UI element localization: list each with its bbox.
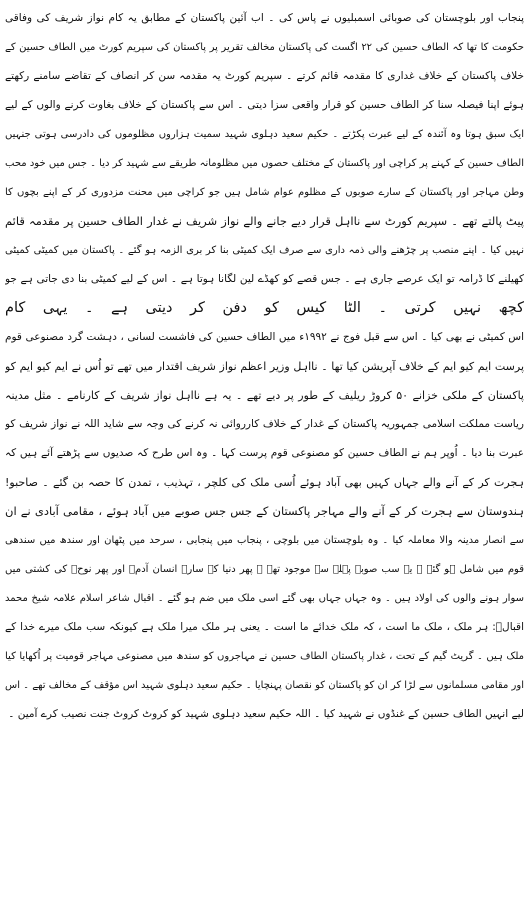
article-line: اس کمیٹی نے بھی کیا ۔ اس سے قبل فوج نے ۱۹۹۲ء میں الطاف حسین کی فاشست لسانی ، دہشت گرد مصنوعی قوم xyxy=(5,331,524,343)
article-line: ریاست مملکت اسلامی جمہوریہ پاکستان کے غدار کے خلاف کارروائی نہ کرنے کی وجہ سے شاید اللہ نے نواز شریف کو xyxy=(5,418,524,430)
article-line: سے انصار مدینہ والا معاملہ کیا ۔ وہ بلوچستان میں بلوچی ، پنجاب میں پنجابی ، سرحد میں پٹھان اور سندھ میں سندھی xyxy=(5,535,524,546)
article-line: وطن مہاجر اور پاکستان کے سارے صوبوں کے مظلوم عوام شامل ہیں جو کراچی میں محنت مزدوری کر کے اپنے بچوں کا xyxy=(5,187,524,198)
article-line: ہندوستان سے ہجرت کر کے آنے والے مہاجر پاکستان کے جس جس صوبے میں آباد ہوئے ، مقامی آبادی نے ان xyxy=(5,504,524,518)
article-line: پنجاب اور بلوچستان کی صوبائی اسمبلیوں نے پاس کی ۔ اب آئین پاکستان کے مطابق یہ کام نواز شریف کی وفاقی xyxy=(5,12,524,24)
article-line: عبرت بنا دیا ۔ اُوپر ہم نے الطاف حسین کو مصنوعی قوم پرست کہا ۔ وہ اس طرح کہ صدیوں سے پڑھتے آئے ہیں کہ xyxy=(5,447,524,459)
article-line: لیے انہیں الطاف حسین کے غنڈوں نے شہید کیا ۔ اللہ حکیم سعید دہلوی شہید کو کروٹ کروٹ جنت نصیب کرے آمین ۔ xyxy=(8,708,524,720)
article-line: ملک ہیں ۔ گریٹ گیم کے تحت ، غدار پاکستان الطاف حسین نے مہاجروں کو سندھ میں مصنوعی مہاجر قومیت پر اُکھایا کیا xyxy=(5,651,524,662)
article-line: سوار ہونے والوں کی اولاد ہیں ۔ وہ جہاں جہاں بھی گئے اسی ملک میں ضم ہو گئے ۔ اقبال شاعر اسلام علامہ شیخ محمد xyxy=(5,593,524,604)
article-line: ہوئے اپنا فیصلہ سنا کر الطاف حسین کو قرار واقعی سزا دیتی ۔ اس سے پاکستان کے خلاف بغاوت کرنے والوں کے لیے xyxy=(5,99,524,111)
article-line: کچھ نہیں کرتی ۔ الٹا کیس کو دفن کر دیتی ہے ۔ یہی کام xyxy=(5,300,524,316)
article-line: ایک سبق ہوتا وہ آئندہ کے لیے عبرت پکڑتے ۔ حکیم سعید دہلوی شہید سمیت ہزاروں مظلوموں کی دادرسی ہوتی جنہیں xyxy=(5,129,524,140)
article-body xyxy=(5,4,524,729)
article-line: نہیں کیا ۔ اپنے منصب پر چڑھنے والی ذمہ داری سے صرف ایک کمیٹی بنا کر بری الزمہ ہو گئے ۔ پاکستان میں کمیٹی کمیٹی xyxy=(5,245,524,256)
article-line: کھیلنے کا ڈرامہ تو ایک عرصے جاری ہے ۔ جس قصے کو کھڈے لین لگانا ہوتا ہے ۔ اس کے لیے کمیٹی بنا دی جاتی ہے جو xyxy=(5,273,524,285)
article-line: ہجرت کر کے آنے والے جہاں کہیں بھی آباد ہوئے اُسی ملک کی کلچر ، تہذیب ، تمدن کا حصہ بن گئے ۔ صاحبو! xyxy=(5,476,524,489)
article-line: قوم میں شامل ہو گئے ۔ یہ سب صوبے پہلے سے موجود تھے ۔ پھر دنیا کے سارے انسان آدمؑ اور پھر نوحؑ کی کشتی میں xyxy=(5,564,524,575)
article-line: الطاف حسین کے کہنے پر کراچی اور پاکستان کے مختلف حصوں میں مظلومانہ طریقے سے شہید کر دیا ۔ جس میں خود محب xyxy=(5,158,524,169)
article-line: پرست ایم کیو ایم کے خلاف آپریشن کیا تھا ۔ نااہل وزیر اعظم نواز شریف اقتدار میں تھے تو اُس نے ایم کیو ایم کو xyxy=(5,360,524,373)
article-line: اور مقامی مسلمانوں سے لڑا کر ان کو پاکستان کو نقصان پہنچایا ۔ حکیم سعید دہلوی شہید اس مؤقف کے مخالف تھے ۔ اس xyxy=(5,680,524,691)
article-line: حکومت کا تھا کہ الطاف حسین کی ۲۲ اگست کی پاکستان مخالف تقریر پر پاکستان کی سپریم کورٹ میں الطاف حسین کے xyxy=(5,42,524,53)
article-line: پاکستان کے ملکی خزانے ۵۰ کروڑ ریلیف کے طور پر دیے تھے ۔ یہ ہے نااہل نواز شریف کے کارنامے ۔ مثل مدینہ xyxy=(5,389,524,402)
article-line: خلاف پاکستان کے خلاف غداری کا مقدمہ قائم کرتے ۔ سپریم کورٹ یہ مقدمہ سن کر انصاف کے تقاضے سامنے رکھتے xyxy=(5,70,524,82)
article-line: پیٹ پالتے تھے ۔ سپریم کورٹ سے نااہل قرار دیے جانے والے نواز شریف نے غدار الطاف حسین پر مقدمہ قائم xyxy=(5,214,524,228)
article-line: اقبالؒ: ہر ملک ، ملک ما است ، کہ ملک خدائے ما است ۔ یعنی ہر ملک میرا ملک ہے کیونکہ سب ملک میرے خدا کے xyxy=(5,621,524,633)
